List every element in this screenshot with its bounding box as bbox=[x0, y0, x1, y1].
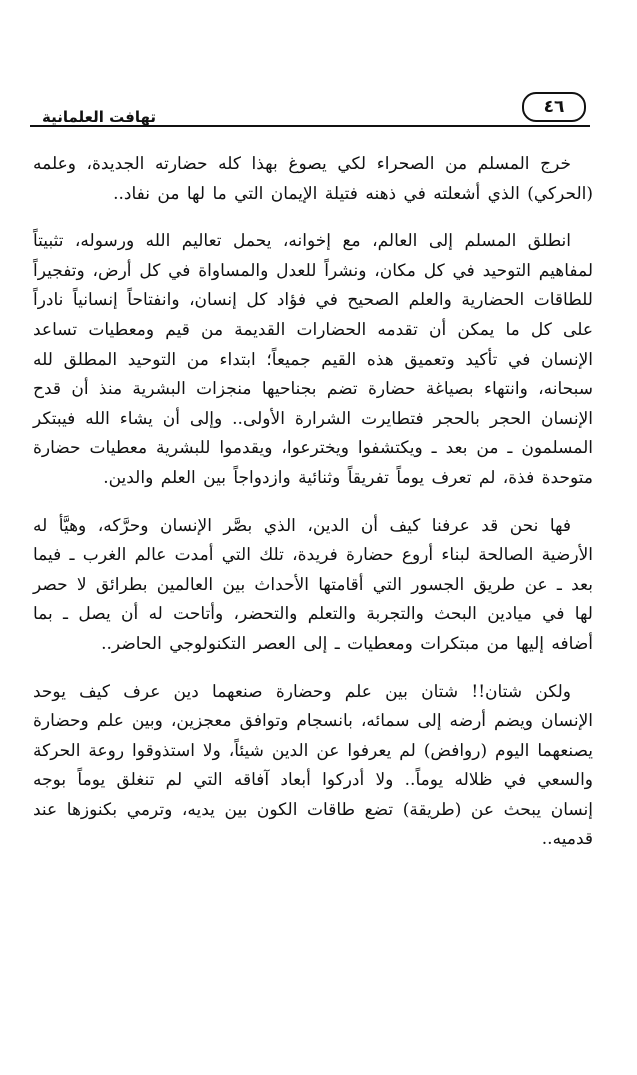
paragraph-4: ولكن شتان!! شتان بين علم وحضارة صنعهما دين عرف كيف يوحد الإنسان ويضم أرضه إلى سمائه، بانسجام وتوافق معجزين، وبين علم وحضارة يصنعهما اليوم (روافض) لم يعرفوا عن الدين شيئاً، ولا استذوقوا روعة الحركة والسعي في ظلاله يوماً.. ولا أدركوا أبعاد آفاقه التي لم تنغلق يوماً بوجه إنسان يبحث عن (طريقة) تضع طاقات الكون بين يديه، وترمي بكنوزها عند قدميه.. bbox=[33, 681, 593, 850]
page-header bbox=[30, 88, 590, 128]
paragraph-1: خرج المسلم من الصحراء لكي يصوغ بهذا كله حضارته الجديدة، وعلمه (الحركي) الذي أشعلته في ذهنه فتيلة الإيمان التي ما لها من نفاد.. bbox=[33, 154, 593, 204]
paragraph-2: انطلق المسلم إلى العالم، مع إخوانه، يحمل تعاليم الله ورسوله، تثبيتاً لمفاهيم التوحيد في كل مكان، ونشراً للعدل والمساواة في كل أرض، وتفجيراً للطاقات الحضارية والعلم الصحيح في فؤاد كل إنسان، وانفتاحاً إنسانياً نادراً على كل ما يمكن أن تقدمه الحضارات القديمة من قيم ومعطيات تساعد الإنسان في تأكيد وتعميق هذه القيم جميعاً؛ ابتداء من التوحيد المطلق لله سبحانه، وانتهاء بصياغة حضارة تضم بجناحيها منجزات البشرية منذ أن قدح الإنسان الحجر بالحجر فتطايرت الشرارة الأولى.. وإلى أن يشاء الله فيبتكر المسلمون ـ من بعد ـ ويكتشفوا ويخترعوا، ويقدموا للبشرية معطيات حضارة متوحدة فذة، لم تعرف يوماً تفريقاً وثنائية وازدواجاً بين العلم والدين. bbox=[33, 231, 593, 488]
paragraph-3: فها نحن قد عرفنا كيف أن الدين، الذي بصَّر الإنسان وحرَّكه، وهيَّأ له الأرضية الصالحة لبناء أروع حضارة فريدة، تلك التي أمدت عالم الغرب ـ فيما بعد ـ عن طريق الجسور التي أقامتها الأحداث بين العالمين بطرائق لا حصر لها في ميادين البحث والتجربة والتعلم والتحضر، وأتاحت له أن يصل ـ بما أضافه إليها من مبتكرات ومعطيات ـ إلى العصر التكنولوجي الحاضر.. bbox=[33, 515, 593, 654]
running-title: تهافت العلمانية bbox=[42, 108, 156, 126]
page-number: ٤٦ bbox=[522, 92, 586, 122]
header-rule bbox=[30, 125, 590, 127]
body-text bbox=[33, 150, 593, 873]
